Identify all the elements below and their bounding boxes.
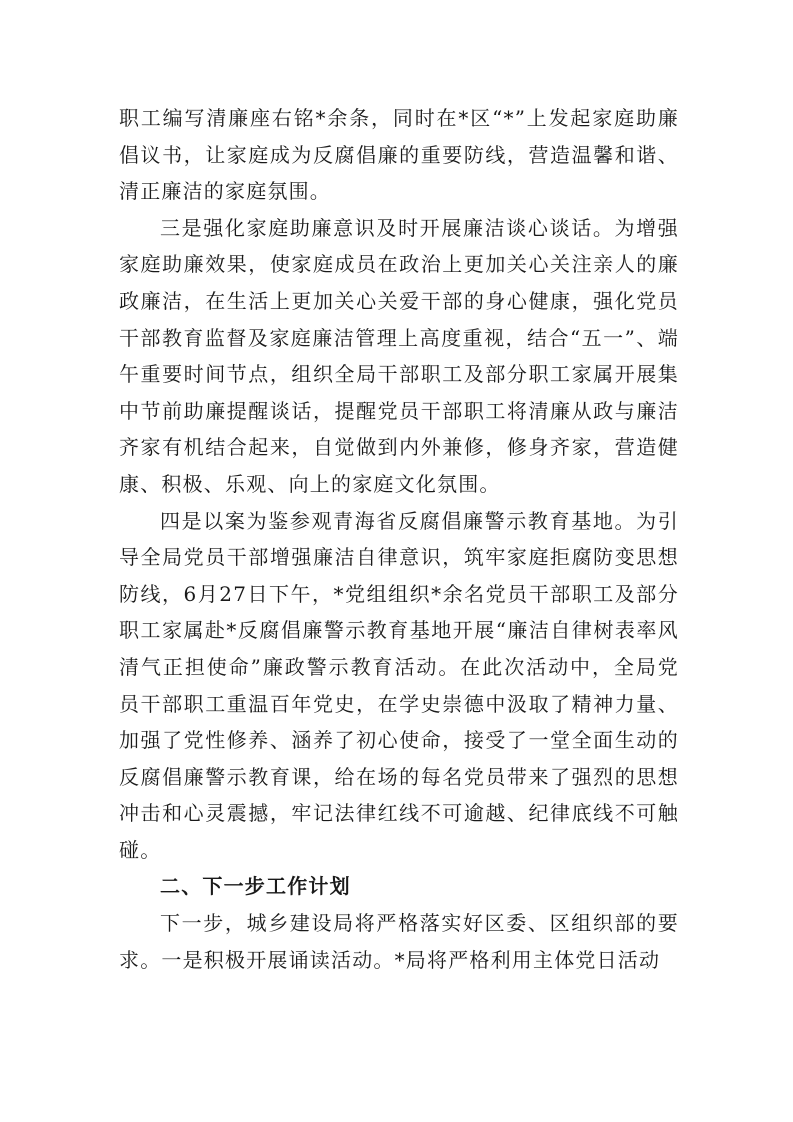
paragraph-family-integrity-talks: 三是强化家庭助廉意识及时开展廉洁谈心谈话。为增强家庭助廉效果，使家庭成员在政治上更加关心关注亲人的廉政廉洁，在生活上更加关心关爱干部的身心健康，强化党员干部教育监督及家庭廉洁管理上高度重视，结合“五一”、端午重要时间节点，组织全局干部职工及部分职工家属开展集中节前助廉提醒谈话，提醒党员干部职工将清廉从政与廉洁齐家有机结合起来，自觉做到内外兼修，修身齐家，营造健康、积极、乐观、向上的家庭文化氛围。 [119, 215, 679, 496]
document-body [119, 100, 679, 978]
section-heading-next-steps: 二、下一步工作计划 [160, 874, 351, 899]
paragraph-warning-education-base: 四是以案为鉴参观青海省反腐倡廉警示教育基地。为引导全局党员干部增强廉洁自律意识，筑牢家庭拒腐防变思想防线，6月27日下午，*党组组织*余名党员干部职工及部分职工家属赴*反腐倡廉警示教育基地开展“廉洁自律树表率风清气正担使命”廉政警示教育活动。在此次活动中，全局党员干部职工重温百年党史，在学史崇德中汲取了精神力量、加强了党性修养、涵养了初心使命，接受了一堂全面生动的反腐倡廉警示教育课，给在场的每名党员带来了强烈的思想冲击和心灵震撼，牢记法律红线不可逾越、纪律底线不可触碰。 [119, 508, 679, 862]
paragraph-next-steps: 下一步，城乡建设局将严格落实好区委、区组织部的要求。一是积极开展诵读活动。*局将严格利用主体党日活动 [119, 911, 679, 972]
paragraph-continuation: 职工编写清廉座右铭*余条，同时在*区“*”上发起家庭助廉倡议书，让家庭成为反腐倡廉的重要防线，营造温馨和谐、清正廉洁的家庭氛围。 [119, 106, 679, 204]
